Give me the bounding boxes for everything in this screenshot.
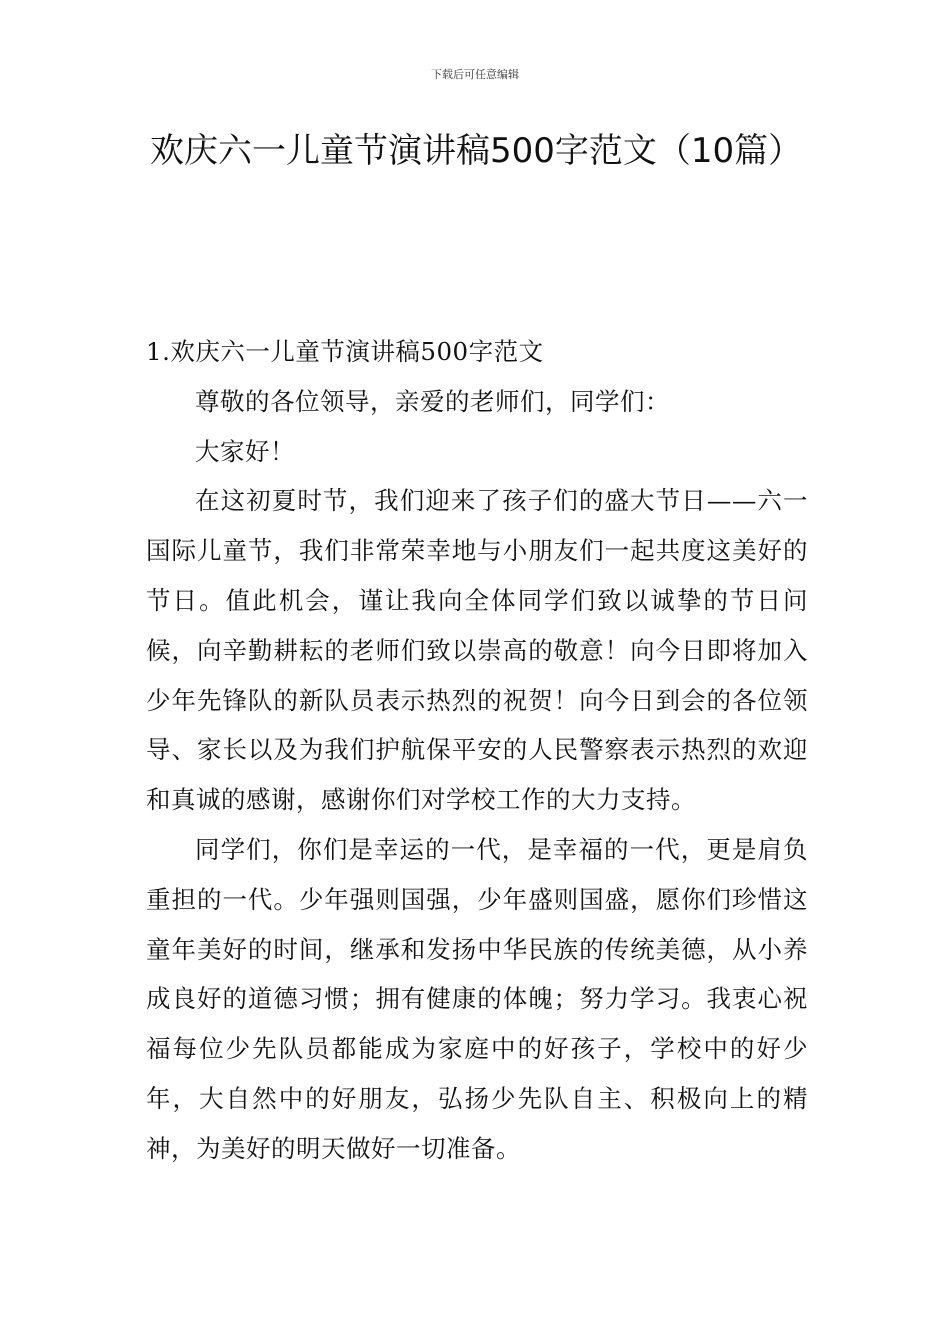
paragraph-greeting: 大家好！ bbox=[195, 436, 295, 466]
paragraph-body: 同学们，你们是幸运的一代，是幸福的一代，更是肩负重担的一代。少年强则国强，少年盛则国盛，愿你们珍惜这童年美好的时间，继承和发扬中华民族的传统美德，从小养成良好的道德习惯；拥有健康的体魄；努力学习。我衷心祝福每位少先队员都能成为家庭中的好孩子，学校中的好少年，大自然中的好朋友，弘扬少先队自主、积极向上的精神，为美好的明天做好一切准备。 bbox=[146, 834, 808, 1163]
document-body bbox=[146, 327, 808, 1174]
document-title: 欢庆六一儿童节演讲稿500字范文（10篇） bbox=[150, 131, 803, 171]
section-heading: 1.欢庆六一儿童节演讲稿500字范文 bbox=[146, 337, 544, 366]
paragraph-salutation: 尊敬的各位领导，亲爱的老师们，同学们： bbox=[195, 386, 670, 416]
header-note: 下载后可任意编辑 bbox=[431, 68, 519, 81]
paragraph-body: 在这初夏时节，我们迎来了孩子们的盛大节日——六一国际儿童节，我们非常荣幸地与小朋友们一起共度这美好的节日。值此机会，谨让我向全体同学们致以诚挚的节日问候，向辛勤耕耘的老师们致以崇高的敬意！向今日即将加入少年先锋队的新队员表示热烈的祝贺！向今日到会的各位领导、家长以及为我们护航保平安的人民警察表示热烈的欢迎和真诚的感谢，感谢你们对学校工作的大力支持。 bbox=[146, 486, 808, 815]
